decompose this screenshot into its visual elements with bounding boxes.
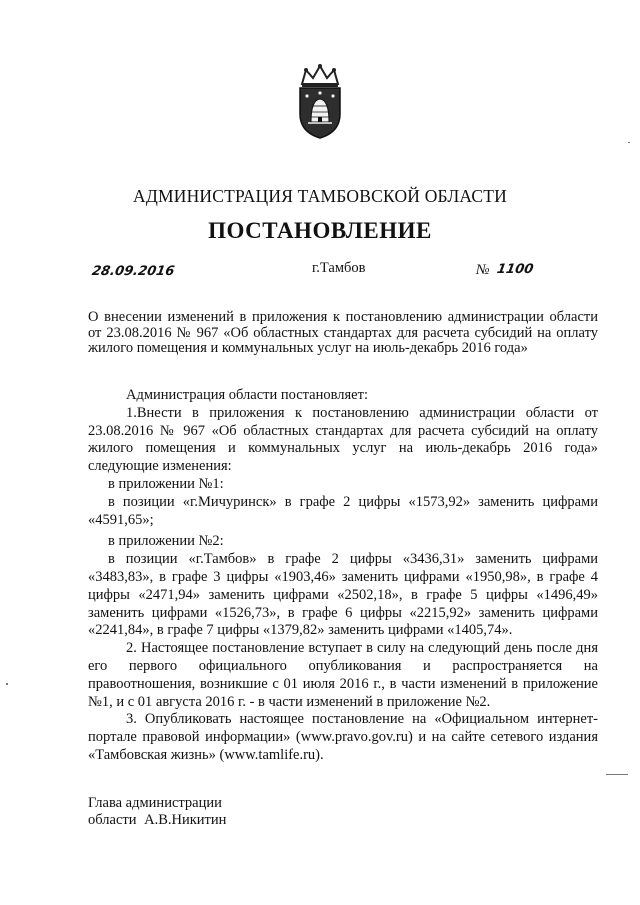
scan-speck — [628, 142, 630, 143]
signatory-name: А.В.Никитин — [144, 812, 227, 828]
signatory-region: области — [88, 812, 137, 828]
document-type-heading: ПОСТАНОВЛЕНИЕ — [208, 218, 432, 243]
document-number: 1100 — [495, 262, 535, 277]
appendix-1-title: в приложении №1: — [108, 475, 224, 492]
document-body — [88, 387, 598, 765]
appendix-2-change: в позиции «г.Тамбов» в графе 2 цифры «3436,31» заменить цифрами «3483,83», в графе 3 цифры «1903,46» заменить цифрами «1950,98», в графе 4 цифры «2471,94» заменить цифрами «2502,18», в графе 5 цифры «1496,49» заменить цифрами «1526,73», в графе 6 цифры «2215,92» заменить цифрами «2241,84», в графе 7 цифры «1379,82» заменить цифрами «1405,74». — [88, 551, 598, 639]
paragraph-2: 2. Настоящее постановление вступает в силу на следующий день после дня его первого официального опубликования и распространяется на правоотношения, возникшие с 01 июля 2016 г., в части изменений в приложение №1, и с 01 августа 2016 г. - в части изменений в приложение №2. — [88, 640, 598, 710]
signatory-title: Глава администрации — [88, 795, 222, 811]
appendix-2-title: в приложении №2: — [108, 533, 224, 550]
document-city: г.Тамбов — [312, 260, 366, 276]
organization-title: АДМИНИСТРАЦИЯ ТАМБОВСКОЙ ОБЛАСТИ — [133, 186, 507, 206]
scan-speck — [6, 683, 8, 685]
signature-block — [88, 795, 226, 829]
document-number-label: № — [476, 262, 490, 278]
document-subject: О внесении изменений в приложения к постановлению администрации области от 23.08.2016 № 967 «Об областных стандартах для расчета субсидий на оплату жилого помещения и коммунальных услуг на июль-декабрь 2016 года» — [88, 309, 598, 356]
coat-of-arms-emblem — [280, 62, 360, 142]
intro-paragraph: Администрация области постановляет: — [126, 387, 368, 403]
scan-speck — [606, 774, 628, 775]
paragraph-1: 1.Внести в приложения к постановлению администрации области от 23.08.2016 № 967 «Об областных стандартах для расчета субсидий на оплату жилого помещения и коммунальных услуг на июль-декабрь 2016 года» следующие изменения: — [88, 404, 598, 475]
appendix-1-change: в позиции «г.Мичуринск» в графе 2 цифры «1573,92» заменить цифрами «4591,65»; — [88, 493, 598, 528]
paragraph-3: 3. Опубликовать настоящее постановление на «Официальном интернет-портале правовой информации» (www.pravo.gov.ru) и на сайте сетевого издания «Тамбовская жизнь» (www.tamlife.ru). — [88, 711, 598, 763]
signatory-line-2 — [88, 812, 226, 829]
document-date: 28.09.2016 — [90, 264, 176, 279]
